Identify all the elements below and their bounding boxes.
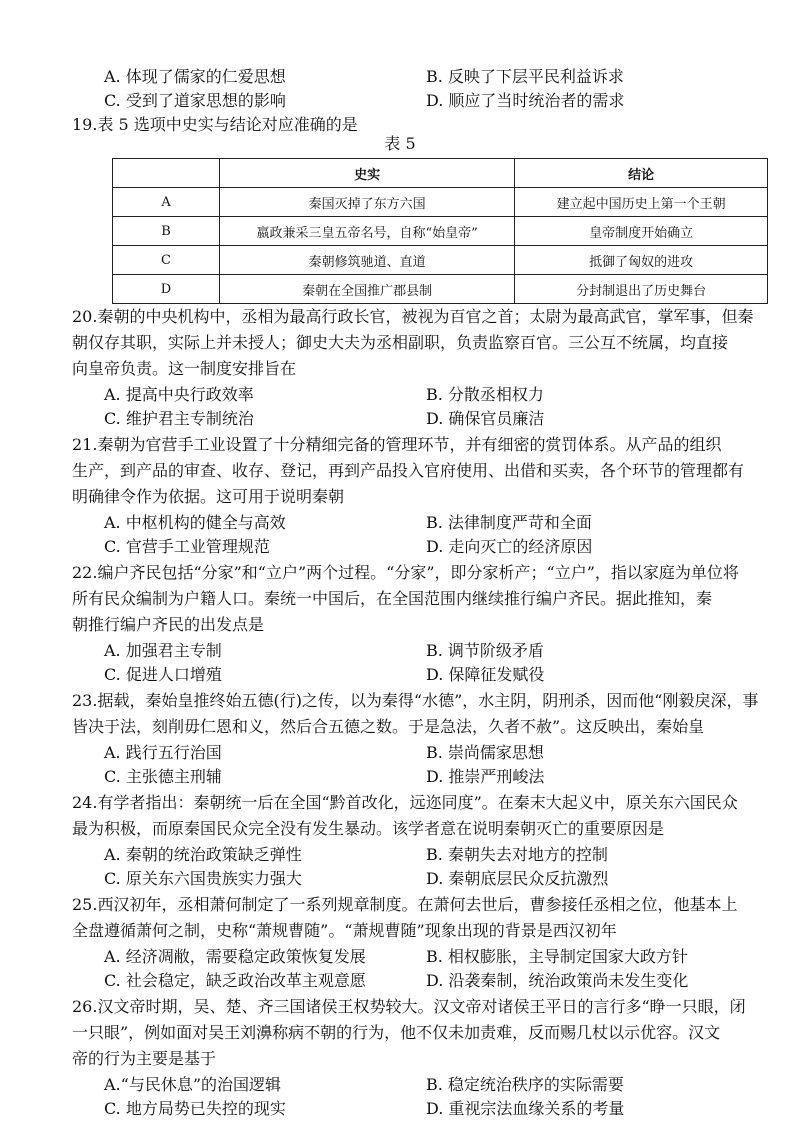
q22-option-d[interactable]: D. 保障征发赋役 xyxy=(426,665,545,684)
q20-option-d[interactable]: D. 确保官员廉洁 xyxy=(426,409,545,428)
q20-stem-line-2: 朝仅存其职，实际上并未授人；御史大夫为丞相副职，负责监察百官。三公互不统属，均直接 xyxy=(72,333,729,352)
q23-option-a[interactable]: A. 践行五行治国 xyxy=(104,743,222,762)
table-5-title: 表 5 xyxy=(384,134,416,153)
table-cell: 秦国灭掉了东方六国 xyxy=(220,188,515,217)
table-cell: 嬴政兼采三皇五帝名号，自称“始皇帝” xyxy=(220,217,515,246)
table-cell: A xyxy=(113,188,220,217)
q19-stem: 19.表 5 选项中史实与结论对应准确的是 xyxy=(72,115,358,134)
q20-option-c[interactable]: C. 维护君主专制统治 xyxy=(104,409,254,428)
q26-stem-line-2: 一只眼”，例如面对吴王刘濞称病不朝的行为，他不仅未加责难，反而赐几杖以示优容。汉文 xyxy=(72,1023,721,1042)
table-row xyxy=(113,246,768,275)
table-5 xyxy=(112,158,768,304)
q18-option-b[interactable]: B. 反映了下层平民利益诉求 xyxy=(426,67,624,86)
q18-option-a[interactable]: A. 体现了儒家的仁爱思想 xyxy=(104,67,286,86)
q23-option-c[interactable]: C. 主张德主刑辅 xyxy=(104,767,222,786)
table-cell: 分封制退出了历史舞台 xyxy=(515,275,768,304)
q23-option-d[interactable]: D. 推崇严刑峻法 xyxy=(426,767,545,786)
table-header-row xyxy=(113,159,768,188)
table-cell: B xyxy=(113,217,220,246)
q20-stem-line-3: 向皇帝负责。这一制度安排旨在 xyxy=(72,359,297,378)
q20-option-b[interactable]: B. 分散丞相权力 xyxy=(426,385,544,404)
q18-option-c[interactable]: C. 受到了道家思想的影响 xyxy=(104,91,286,110)
q26-stem-line-1: 26.汉文帝时期，吴、楚、齐三国诸侯王权势较大。汉文帝对诸侯王平日的言行多“睁一只眼，闭 xyxy=(72,997,746,1016)
q22-option-b[interactable]: B. 调节阶级矛盾 xyxy=(426,641,544,660)
q21-option-a[interactable]: A. 中枢机构的健全与高效 xyxy=(104,513,286,532)
q22-option-a[interactable]: A. 加强君主专制 xyxy=(104,641,222,660)
q20-option-a[interactable]: A. 提高中央行政效率 xyxy=(104,385,254,404)
q21-stem-line-3: 明确律令作为依据。这可用于说明秦朝 xyxy=(72,487,345,506)
table-cell: 建立起中国历史上第一个王朝 xyxy=(515,188,768,217)
table-header-cell xyxy=(113,159,220,188)
q24-stem-line-1: 24.有学者指出：秦朝统一后在全国“黔首改化，远迩同度”。在秦末大起义中，原关东六国民众 xyxy=(72,793,738,812)
q25-option-c[interactable]: C. 社会稳定，缺乏政治改革主观意愿 xyxy=(104,971,366,990)
table-cell: C xyxy=(113,246,220,275)
q25-option-a[interactable]: A. 经济凋敝，需要稳定政策恢复发展 xyxy=(104,947,366,966)
table-header-cell: 结论 xyxy=(515,159,768,188)
table-header-cell: 史实 xyxy=(220,159,515,188)
q20-stem-line-1: 20.秦朝的中央机构中，丞相为最高行政长官，被视为百官之首；太尉为最高武官，掌军事，但秦 xyxy=(72,307,754,326)
q23-stem-line-1: 23.据载，秦始皇推终始五德(行)之传，以为秦得“水德”，水主阴，阴刑杀，因而他“刚毅戾深，事 xyxy=(72,691,759,710)
q25-stem-line-1: 25.西汉初年，丞相萧何制定了一系列规章制度。在萧何去世后，曹参接任丞相之位，他基本上 xyxy=(72,895,738,914)
table-row xyxy=(113,188,768,217)
q21-option-d[interactable]: D. 走向灭亡的经济原因 xyxy=(426,537,593,556)
q26-option-b[interactable]: B. 稳定统治秩序的实际需要 xyxy=(426,1075,624,1094)
q24-option-d[interactable]: D. 秦朝底层民众反抗激烈 xyxy=(426,869,609,888)
q21-stem-line-2: 生产，到产品的审查、收存、登记，再到产品投入官府使用、出借和买卖，各个环节的管理都有 xyxy=(72,461,745,480)
q24-option-a[interactable]: A. 秦朝的统治政策缺乏弹性 xyxy=(104,845,302,864)
table-cell: 抵御了匈奴的进攻 xyxy=(515,246,768,275)
q21-option-c[interactable]: C. 官营手工业管理规范 xyxy=(104,537,270,556)
q24-option-b[interactable]: B. 秦朝失去对地方的控制 xyxy=(426,845,608,864)
table-row xyxy=(113,217,768,246)
q26-option-d[interactable]: D. 重视宗法血缘关系的考量 xyxy=(426,1099,625,1118)
q22-option-c[interactable]: C. 促进人口增殖 xyxy=(104,665,222,684)
q26-option-a[interactable]: A.“与民休息”的治国逻辑 xyxy=(104,1075,282,1094)
q25-option-d[interactable]: D. 沿袭秦制，统治政策尚未发生变化 xyxy=(426,971,689,990)
q21-stem-line-1: 21.秦朝为官营手工业设置了十分精细完备的管理环节，并有细密的赏罚体系。从产品的组织 xyxy=(72,435,722,454)
q23-stem-line-2: 皆决于法，刻削毋仁恩和义，然后合五德之数。于是急法，久者不赦”。这反映出，秦始皇 xyxy=(72,717,705,736)
q18-option-d[interactable]: D. 顺应了当时统治者的需求 xyxy=(426,91,625,110)
table-cell: D xyxy=(113,275,220,304)
q22-stem-line-2: 所有民众编制为户籍人口。秦统一中国后，在全国范围内继续推行编户齐民。据此推知，秦 xyxy=(72,589,713,608)
q22-stem-line-1: 22.编户齐民包括“分家”和“立户”两个过程。“分家”，即分家析产；“立户”，指以家庭为单位将 xyxy=(72,563,739,582)
q25-option-b[interactable]: B. 相权膨胀，主导制定国家大政方针 xyxy=(426,947,688,966)
q25-stem-line-2: 全盘遵循萧何之制，史称“萧规曹随”。“萧规曹随”现象出现的背景是西汉初年 xyxy=(72,921,617,940)
q23-option-b[interactable]: B. 崇尚儒家思想 xyxy=(426,743,544,762)
table-row xyxy=(113,275,768,304)
q24-option-c[interactable]: C. 原关东六国贵族实力强大 xyxy=(104,869,302,888)
table-cell: 皇帝制度开始确立 xyxy=(515,217,768,246)
q22-stem-line-3: 朝推行编户齐民的出发点是 xyxy=(72,615,265,634)
table-cell: 秦朝修筑驰道、直道 xyxy=(220,246,515,275)
q26-stem-line-3: 帝的行为主要是基于 xyxy=(72,1049,217,1068)
q26-option-c[interactable]: C. 地方局势已失控的现实 xyxy=(104,1099,286,1118)
table-cell: 秦朝在全国推广郡县制 xyxy=(220,275,515,304)
q21-option-b[interactable]: B. 法律制度严苛和全面 xyxy=(426,513,592,532)
q24-stem-line-2: 最为积极，而原秦国民众完全没有发生暴动。该学者意在说明秦朝灭亡的重要原因是 xyxy=(72,819,665,838)
